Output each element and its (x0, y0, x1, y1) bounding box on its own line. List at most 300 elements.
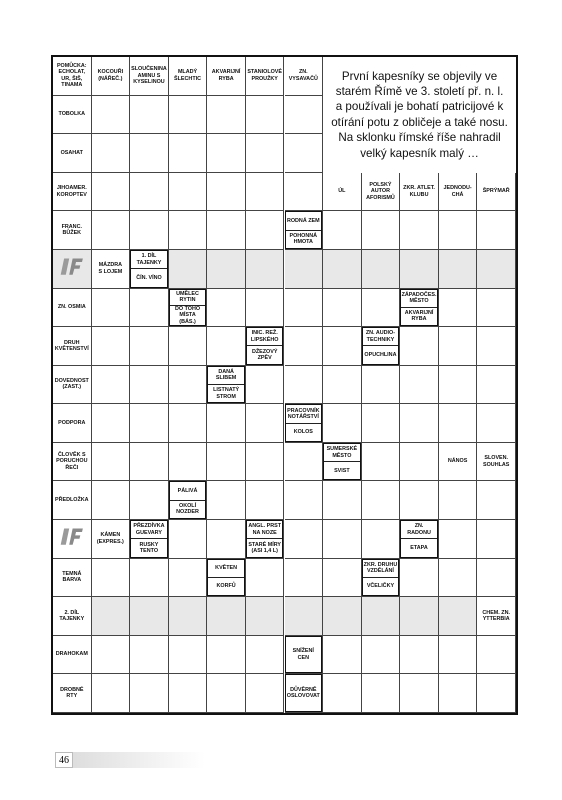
clue-box (323, 443, 361, 481)
clue-cell (362, 327, 401, 366)
answer-cell[interactable] (400, 674, 439, 713)
clue-text: PÁLIVÁ (177, 487, 198, 494)
clue-cell (285, 57, 324, 96)
answer-cell[interactable] (477, 289, 516, 328)
answer-cell[interactable] (246, 96, 285, 135)
answer-cell[interactable] (246, 481, 285, 520)
clue-text: PODPORA (58, 419, 86, 426)
clue-text: CHEM. ZN. YTTERBIA (482, 609, 510, 623)
clue-text: ČLOVĚK S PORUCHOU ŘEČI (56, 452, 88, 471)
clue-box (169, 289, 207, 327)
clue-text: ČÍN. VÍNO (131, 268, 167, 286)
answer-cell[interactable] (130, 636, 169, 675)
clue-text: DANÁ SLIBEM (215, 368, 237, 382)
answer-cell[interactable] (92, 674, 131, 713)
clue-cell (53, 481, 92, 520)
answer-cell[interactable] (439, 520, 478, 559)
clue-box (207, 366, 245, 404)
answer-cell[interactable] (362, 250, 401, 289)
answer-cell[interactable] (362, 404, 401, 443)
answer-cell[interactable] (169, 96, 208, 135)
clue-text: NÁNOS (447, 458, 468, 465)
clue-box (439, 173, 477, 211)
answer-cell[interactable] (207, 173, 246, 212)
answer-cell[interactable] (130, 481, 169, 520)
clue-text: SNÍŽENÍ CEN (292, 648, 314, 661)
clue-box (169, 481, 207, 519)
answer-cell[interactable] (169, 674, 208, 713)
page-number: 46 (55, 752, 73, 768)
clue-cell (207, 57, 246, 96)
answer-cell[interactable] (477, 366, 516, 405)
clue-text: ZKR. DRUHU VZDĚLÁNÍ (363, 561, 398, 575)
answer-cell[interactable] (400, 327, 439, 366)
clue-cell (92, 250, 131, 289)
clue-box (285, 404, 323, 442)
clue-text: STARÉ MÍRY (ASI 1,4 L) (247, 538, 283, 556)
answer-cell[interactable] (323, 289, 362, 328)
answer-cell[interactable] (207, 443, 246, 482)
answer-cell[interactable] (400, 559, 439, 598)
clue-cell (477, 443, 516, 482)
answer-cell[interactable] (246, 404, 285, 443)
answer-cell[interactable] (285, 250, 324, 289)
answer-cell[interactable] (130, 173, 169, 212)
answer-cell[interactable] (92, 443, 131, 482)
clue-text: ETAPA (401, 538, 437, 556)
clue-box (130, 57, 168, 95)
answer-cell[interactable] (362, 289, 401, 328)
answer-cell[interactable] (246, 134, 285, 173)
clue-text: DŮVĚRNĚ OSLOVOVAT (286, 686, 320, 700)
answer-cell[interactable] (169, 134, 208, 173)
answer-cell[interactable] (439, 481, 478, 520)
answer-cell[interactable] (362, 636, 401, 675)
clue-text: ANGL. PRST NA NOZE (248, 523, 282, 536)
answer-cell[interactable] (439, 211, 478, 250)
clue-box (53, 289, 91, 327)
clue-box (477, 173, 515, 211)
clue-text: DRAHOKAM (55, 651, 88, 658)
clue-text: PRACOVNÍK NOTÁŘSTVÍ (287, 407, 320, 420)
clue-box (285, 211, 323, 249)
clue-box (130, 520, 168, 558)
clue-text: PŘEZDÍVKA GUEVARY (133, 523, 165, 536)
answer-cell[interactable] (207, 481, 246, 520)
publisher-logo-icon (59, 526, 85, 546)
answer-cell[interactable] (400, 404, 439, 443)
answer-cell[interactable] (169, 404, 208, 443)
answer-cell[interactable] (169, 250, 208, 289)
answer-cell[interactable] (130, 327, 169, 366)
clue-box (246, 520, 284, 558)
clue-cell (285, 636, 324, 675)
clue-cell (246, 327, 285, 366)
clue-cell (92, 57, 131, 96)
clue-box (362, 327, 400, 365)
clue-cell (439, 173, 478, 212)
answer-cell[interactable] (130, 134, 169, 173)
clue-text: OSAHAT (60, 149, 83, 156)
clue-text: ZN. VYSAVAČŮ (288, 69, 318, 82)
clue-box (477, 443, 515, 481)
clue-cell (53, 96, 92, 135)
answer-cell[interactable] (246, 366, 285, 405)
clue-cell (400, 173, 439, 212)
answer-cell[interactable] (285, 96, 324, 135)
clue-box (246, 327, 284, 365)
answer-cell[interactable] (400, 366, 439, 405)
clue-text: UMĚLEC RYTIN (176, 290, 199, 304)
answer-cell[interactable] (285, 559, 324, 598)
clue-box (53, 366, 91, 404)
clue-box (53, 404, 91, 442)
answer-cell[interactable] (400, 443, 439, 482)
answer-cell[interactable] (439, 289, 478, 328)
clue-cell (285, 404, 324, 443)
answer-cell[interactable] (362, 674, 401, 713)
answer-cell[interactable] (207, 289, 246, 328)
answer-cell[interactable] (130, 289, 169, 328)
answer-cell[interactable] (439, 674, 478, 713)
answer-cell[interactable] (207, 674, 246, 713)
answer-cell[interactable] (169, 636, 208, 675)
clue-text: DŽEZOVÝ ZPĚV (247, 345, 283, 363)
answer-cell[interactable] (285, 289, 324, 328)
answer-cell[interactable] (362, 520, 401, 559)
answer-cell[interactable] (92, 211, 131, 250)
clue-box (53, 134, 91, 172)
answer-cell[interactable] (207, 404, 246, 443)
answer-cell[interactable] (92, 481, 131, 520)
clue-cell (477, 173, 516, 212)
answer-cell[interactable] (323, 559, 362, 598)
clue-cell (53, 211, 92, 250)
clue-box (362, 559, 400, 597)
clue-text: ŠPRÝMAŘ (482, 188, 510, 195)
clue-box (285, 57, 323, 95)
clue-text: MLADÝ ŠLECHTIC (174, 69, 202, 82)
clue-box (207, 57, 245, 95)
answer-cell[interactable] (207, 636, 246, 675)
clue-cell (323, 443, 362, 482)
clue-cell (53, 636, 92, 675)
clue-text: KVĚTEN (215, 565, 238, 572)
answer-cell[interactable] (285, 134, 324, 173)
answer-cell[interactable] (169, 327, 208, 366)
answer-cell[interactable] (130, 96, 169, 135)
clue-text: MÁZDRA S LOJEM (98, 262, 123, 275)
answer-cell[interactable] (92, 404, 131, 443)
answer-cell[interactable] (92, 173, 131, 212)
clue-box (53, 559, 91, 597)
clue-text: SLOVEN. SOUHLAS (483, 455, 510, 468)
answer-cell[interactable] (130, 597, 169, 636)
clue-text: ZN. OSMIA (57, 304, 86, 311)
clue-box (323, 173, 361, 211)
publisher-logo-icon (59, 256, 85, 276)
answer-cell[interactable] (477, 520, 516, 559)
clue-text: JEDNODU- CHÁ (443, 185, 472, 198)
answer-cell[interactable] (400, 636, 439, 675)
clue-cell (246, 520, 285, 559)
crossword-grid (51, 55, 518, 715)
answer-cell[interactable] (439, 597, 478, 636)
answer-cell[interactable] (169, 173, 208, 212)
clue-box (53, 636, 91, 674)
clue-cell (169, 289, 208, 328)
answer-cell[interactable] (92, 96, 131, 135)
answer-cell[interactable] (169, 559, 208, 598)
clue-box (53, 173, 91, 211)
clue-text: OPUCHLINA (363, 345, 399, 363)
clue-text: SUMERSKÉ MĚSTO (326, 446, 358, 459)
answer-cell[interactable] (246, 559, 285, 598)
answer-cell[interactable] (169, 366, 208, 405)
answer-cell[interactable] (323, 481, 362, 520)
answer-cell[interactable] (246, 597, 285, 636)
answer-cell[interactable] (285, 481, 324, 520)
answer-cell[interactable] (207, 250, 246, 289)
answer-cell[interactable] (207, 211, 246, 250)
answer-cell[interactable] (362, 366, 401, 405)
answer-cell[interactable] (439, 250, 478, 289)
answer-cell[interactable] (477, 636, 516, 675)
clue-cell (53, 327, 92, 366)
answer-cell[interactable] (169, 597, 208, 636)
answer-cell[interactable] (285, 366, 324, 405)
clue-box (53, 481, 91, 519)
clue-cell (92, 520, 131, 559)
clue-box (53, 597, 91, 635)
clue-cell (53, 597, 92, 636)
answer-cell[interactable] (323, 597, 362, 636)
clue-box (53, 57, 91, 95)
answer-cell[interactable] (130, 404, 169, 443)
answer-cell[interactable] (246, 250, 285, 289)
answer-cell[interactable] (362, 443, 401, 482)
clue-text: VČELIČKY (363, 577, 399, 595)
clue-cell (53, 404, 92, 443)
answer-cell[interactable] (400, 211, 439, 250)
clue-cell (53, 289, 92, 328)
clue-text: SLOUČENINA AMINU S KYSELINOU (131, 66, 167, 85)
answer-cell[interactable] (246, 636, 285, 675)
answer-cell[interactable] (477, 481, 516, 520)
clue-cell (53, 559, 92, 598)
clue-cell (169, 481, 208, 520)
clue-text: STANIOLOVÉ PROUŽKY (247, 69, 283, 82)
clue-text: KOLOS (286, 423, 322, 441)
answer-cell[interactable] (169, 443, 208, 482)
answer-cell[interactable] (246, 173, 285, 212)
clue-box (53, 327, 91, 365)
footer-bar (55, 752, 205, 768)
clue-box (92, 520, 130, 558)
answer-cell[interactable] (130, 559, 169, 598)
clue-cell (285, 211, 324, 250)
clue-text: TEMNÁ BARVA (62, 571, 82, 584)
clue-box (400, 520, 438, 558)
clue-cell (53, 674, 92, 713)
clue-text: AKVARIJNÍ RYBA (211, 69, 241, 82)
answer-cell[interactable] (285, 327, 324, 366)
answer-cell[interactable] (323, 404, 362, 443)
clue-box (169, 57, 207, 95)
clue-text: INIC. REŽ. LIPSKÉHO (250, 330, 279, 343)
answer-cell[interactable] (169, 520, 208, 559)
answer-cell[interactable] (130, 443, 169, 482)
answer-cell[interactable] (323, 674, 362, 713)
clue-cell (246, 57, 285, 96)
answer-cell[interactable] (439, 559, 478, 598)
answer-cell[interactable] (477, 674, 516, 713)
answer-cell[interactable] (323, 250, 362, 289)
clue-text: ZÁPADOČES. MĚSTO (401, 291, 437, 305)
answer-cell[interactable] (169, 211, 208, 250)
clue-box (400, 289, 438, 327)
answer-cell[interactable] (477, 404, 516, 443)
clue-box (207, 559, 245, 597)
answer-cell[interactable] (323, 366, 362, 405)
logo-cell (53, 520, 92, 559)
clue-text: FRANC. BŮŽEK (61, 223, 82, 237)
answer-cell[interactable] (92, 327, 131, 366)
answer-cell[interactable] (207, 597, 246, 636)
answer-cell[interactable] (92, 636, 131, 675)
clue-cell (53, 366, 92, 405)
clue-text: 2. DÍL TAJENKY (59, 609, 85, 623)
answer-cell[interactable] (400, 481, 439, 520)
answer-cell[interactable] (130, 211, 169, 250)
clue-text: OKOLÍ NOZDER (170, 500, 206, 518)
clue-text: LISTNATÝ STROM (208, 384, 244, 402)
answer-cell[interactable] (130, 674, 169, 713)
answer-cell[interactable] (477, 327, 516, 366)
answer-cell[interactable] (323, 211, 362, 250)
answer-cell[interactable] (439, 366, 478, 405)
clue-box (53, 211, 91, 249)
answer-cell[interactable] (323, 636, 362, 675)
clue-box (130, 250, 168, 288)
clue-box (400, 173, 438, 211)
clue-text: KORFŮ (208, 577, 244, 595)
clue-cell (362, 173, 401, 212)
answer-cell[interactable] (207, 134, 246, 173)
clue-cell (130, 57, 169, 96)
answer-cell[interactable] (92, 597, 131, 636)
clue-box (362, 173, 400, 211)
answer-cell[interactable] (246, 211, 285, 250)
clue-text: POMŮCKA: ECHOLAT, UR, ŠIŠ, TINAMA (56, 63, 87, 89)
clue-text: ZN. RADONU (407, 523, 431, 536)
clue-text: TOBOLKA (58, 111, 86, 118)
answer-cell[interactable] (92, 134, 131, 173)
clue-text: RUSKY TENTO (131, 538, 167, 556)
answer-cell[interactable] (362, 481, 401, 520)
answer-cell[interactable] (130, 366, 169, 405)
answer-cell[interactable] (362, 211, 401, 250)
answer-cell[interactable] (246, 674, 285, 713)
clue-cell (439, 443, 478, 482)
answer-cell[interactable] (207, 96, 246, 135)
answer-cell[interactable] (92, 366, 131, 405)
clue-box (92, 250, 130, 288)
answer-cell[interactable] (362, 597, 401, 636)
answer-cell[interactable] (285, 597, 324, 636)
clue-cell (130, 520, 169, 559)
clue-cell (207, 559, 246, 598)
clue-cell (323, 173, 362, 212)
clue-text: POHONNÁ HMOTA (286, 230, 322, 248)
clue-cell (207, 366, 246, 405)
clue-cell (362, 559, 401, 598)
clue-cell (169, 57, 208, 96)
clue-text: KÁMEN (EXPRES.) (96, 532, 124, 545)
answer-cell[interactable] (323, 520, 362, 559)
answer-cell[interactable] (285, 173, 324, 212)
answer-cell[interactable] (439, 327, 478, 366)
clue-text: SVIST (324, 461, 360, 479)
logo-cell (53, 250, 92, 289)
clue-text: ZN. AUDIO- TECHNIKY (365, 330, 396, 343)
clue-box (439, 443, 477, 481)
clue-box (477, 597, 515, 635)
clue-box (285, 636, 323, 674)
clue-text: DOVEDNOST (ZAST.) (54, 378, 89, 391)
clue-box (92, 57, 130, 95)
answer-cell[interactable] (439, 404, 478, 443)
clue-text: DROBNÉ RTY (60, 686, 84, 700)
tip-text: První kapesníky se objevily ve starém Římě ve 3. století př. n. l. a používali je bohatí patricijové k otírání potu z obličeje a také nosu. Na sklonku římské říše nahradil velký kapesník malý … (331, 69, 508, 160)
clue-cell (400, 289, 439, 328)
answer-cell[interactable] (92, 559, 131, 598)
answer-cell[interactable] (285, 443, 324, 482)
clue-box (53, 674, 91, 712)
clue-text: RODNÁ ZEM (286, 217, 320, 224)
answer-cell[interactable] (477, 250, 516, 289)
clue-text: JIHOAMER. KOROPTEV (56, 185, 87, 198)
answer-cell[interactable] (207, 520, 246, 559)
answer-cell[interactable] (477, 559, 516, 598)
clue-box (246, 57, 284, 95)
answer-cell[interactable] (477, 211, 516, 250)
answer-cell[interactable] (323, 327, 362, 366)
clue-text: ZKR. ATLET. KLUBU (403, 185, 435, 198)
answer-cell[interactable] (400, 597, 439, 636)
clue-cell (130, 250, 169, 289)
clue-text: AKVARIJNÍ RYBA (401, 307, 437, 325)
answer-cell[interactable] (400, 250, 439, 289)
clue-text: KOCOUŘI (NÁŘEČ.) (97, 69, 124, 82)
clue-cell (53, 173, 92, 212)
clue-cell (285, 674, 324, 713)
answer-cell[interactable] (246, 289, 285, 328)
clue-text: ÚL (338, 188, 346, 195)
clue-cell (53, 57, 92, 96)
clue-cell (400, 520, 439, 559)
answer-cell[interactable] (285, 520, 324, 559)
clue-text: PŘEDLOŽKA (55, 497, 89, 504)
clue-text: DO TOHO MÍSTA (BÁS.) (170, 305, 206, 325)
clue-box (53, 443, 91, 481)
answer-cell[interactable] (439, 636, 478, 675)
answer-cell[interactable] (207, 327, 246, 366)
clue-box (53, 96, 91, 134)
answer-cell[interactable] (92, 289, 131, 328)
clue-text: POLSKÝ AUTOR AFORISMŮ (366, 181, 395, 201)
answer-cell[interactable] (246, 443, 285, 482)
